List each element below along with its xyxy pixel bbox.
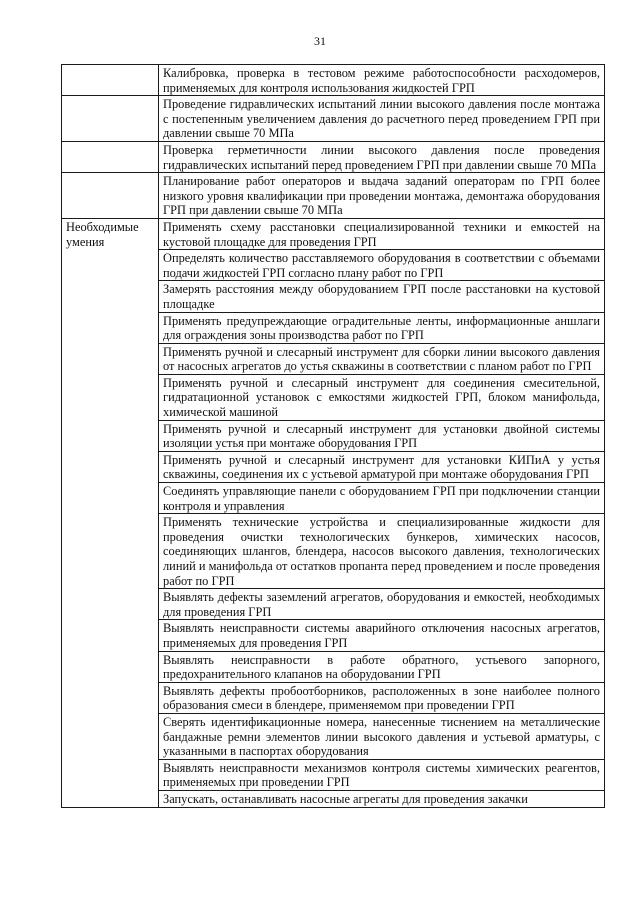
skill-cell: Применять ручной и слесарный инструмент для установки КИПиА у устья скважины, соединения их с устьевой арматурой при монтаже оборудования ГРП xyxy=(159,451,605,482)
table-row xyxy=(62,218,605,249)
skill-cell: Применять технические устройства и специализированные жидкости для проведения очистки технологических бункеров, химических насосов, соединяющих шлангов, блендера, насосов высокого давления, технологических линий и манифольда от остатков пропанта перед проведением и после проведения работ по ГРП xyxy=(159,514,605,589)
skill-cell: Сверять идентификационные номера, нанесенные тиснением на металлические бандажные ремни элементов линии высокого давления и устьевой арматуры, с указанными в паспортах оборудования xyxy=(159,713,605,759)
skill-cell: Применять предупреждающие оградительные ленты, информационные аншлаги для ограждения зоны производства работ по ГРП xyxy=(159,312,605,343)
skill-cell: Применять схему расстановки специализированной техники и емкостей на кустовой площадке для проведения ГРП xyxy=(159,218,605,249)
skill-cell: Применять ручной и слесарный инструмент для установки двойной системы изоляции устья при монтаже оборудования ГРП xyxy=(159,420,605,451)
skill-cell: Запускать, останавливать насосные агрегаты для проведения закачки xyxy=(159,790,605,807)
skill-cell: Применять ручной и слесарный инструмент для соединения смесительной, гидратационной установок с емкостями жидкостей ГРП, блоком манифольда, химической машиной xyxy=(159,374,605,420)
skill-cell: Выявлять неисправности системы аварийного отключения насосных агрегатов, применяемых для проведения ГРП xyxy=(159,620,605,651)
section-label: Необходимые умения xyxy=(62,218,159,807)
skill-cell: Выявлять неисправности механизмов контроля системы химических реагентов, применяемых при проведении ГРП xyxy=(159,759,605,790)
skill-cell: Определять количество расставляемого оборудования в соответствии с объемами подачи жидкостей ГРП согласно плану работ по ГРП xyxy=(159,250,605,281)
action-cell: Калибровка, проверка в тестовом режиме работоспособности расходомеров, применяемых для контроля использования жидкостей ГРП xyxy=(159,65,605,96)
skill-cell: Соединять управляющие панели с оборудованием ГРП при подключении станции контроля и управления xyxy=(159,483,605,514)
empty-label-cell xyxy=(62,96,159,142)
table-row xyxy=(62,173,605,219)
table-row xyxy=(62,141,605,172)
empty-label-cell xyxy=(62,141,159,172)
table-row xyxy=(62,96,605,142)
skill-cell: Выявлять дефекты заземлений агрегатов, оборудования и емкостей, необходимых для проведения ГРП xyxy=(159,589,605,620)
competency-table xyxy=(61,64,605,808)
table-row xyxy=(62,65,605,96)
action-cell: Планирование работ операторов и выдача заданий операторам по ГРП более низкого уровня квалификации при проведении монтажа, демонтажа оборудования ГРП при давлении свыше 70 МПа xyxy=(159,173,605,219)
page-number: 31 xyxy=(314,34,326,48)
skill-cell: Замерять расстояния между оборудованием ГРП после расстановки на кустовой площадке xyxy=(159,281,605,312)
empty-label-cell xyxy=(62,65,159,96)
skill-cell: Выявлять неисправности в работе обратного, устьевого запорного, предохранительного клапанов на оборудовании ГРП xyxy=(159,651,605,682)
skill-cell: Применять ручной и слесарный инструмент для сборки линии высокого давления от насосных агрегатов до устья скважины в соответствии с планом работ по ГРП xyxy=(159,343,605,374)
skill-cell: Выявлять дефекты пробоотборников, расположенных в зоне наиболее полного образования смеси в блендере, применяемом при проведении ГРП xyxy=(159,682,605,713)
empty-label-cell xyxy=(62,173,159,219)
action-cell: Проведение гидравлических испытаний линии высокого давления после монтажа с постепенным увеличением давления до расчетного перед проведением ГРП при давлении свыше 70 МПа xyxy=(159,96,605,142)
action-cell: Проверка герметичности линии высокого давления после проведения гидравлических испытаний перед проведением ГРП при давлении свыше 70 МПа xyxy=(159,141,605,172)
